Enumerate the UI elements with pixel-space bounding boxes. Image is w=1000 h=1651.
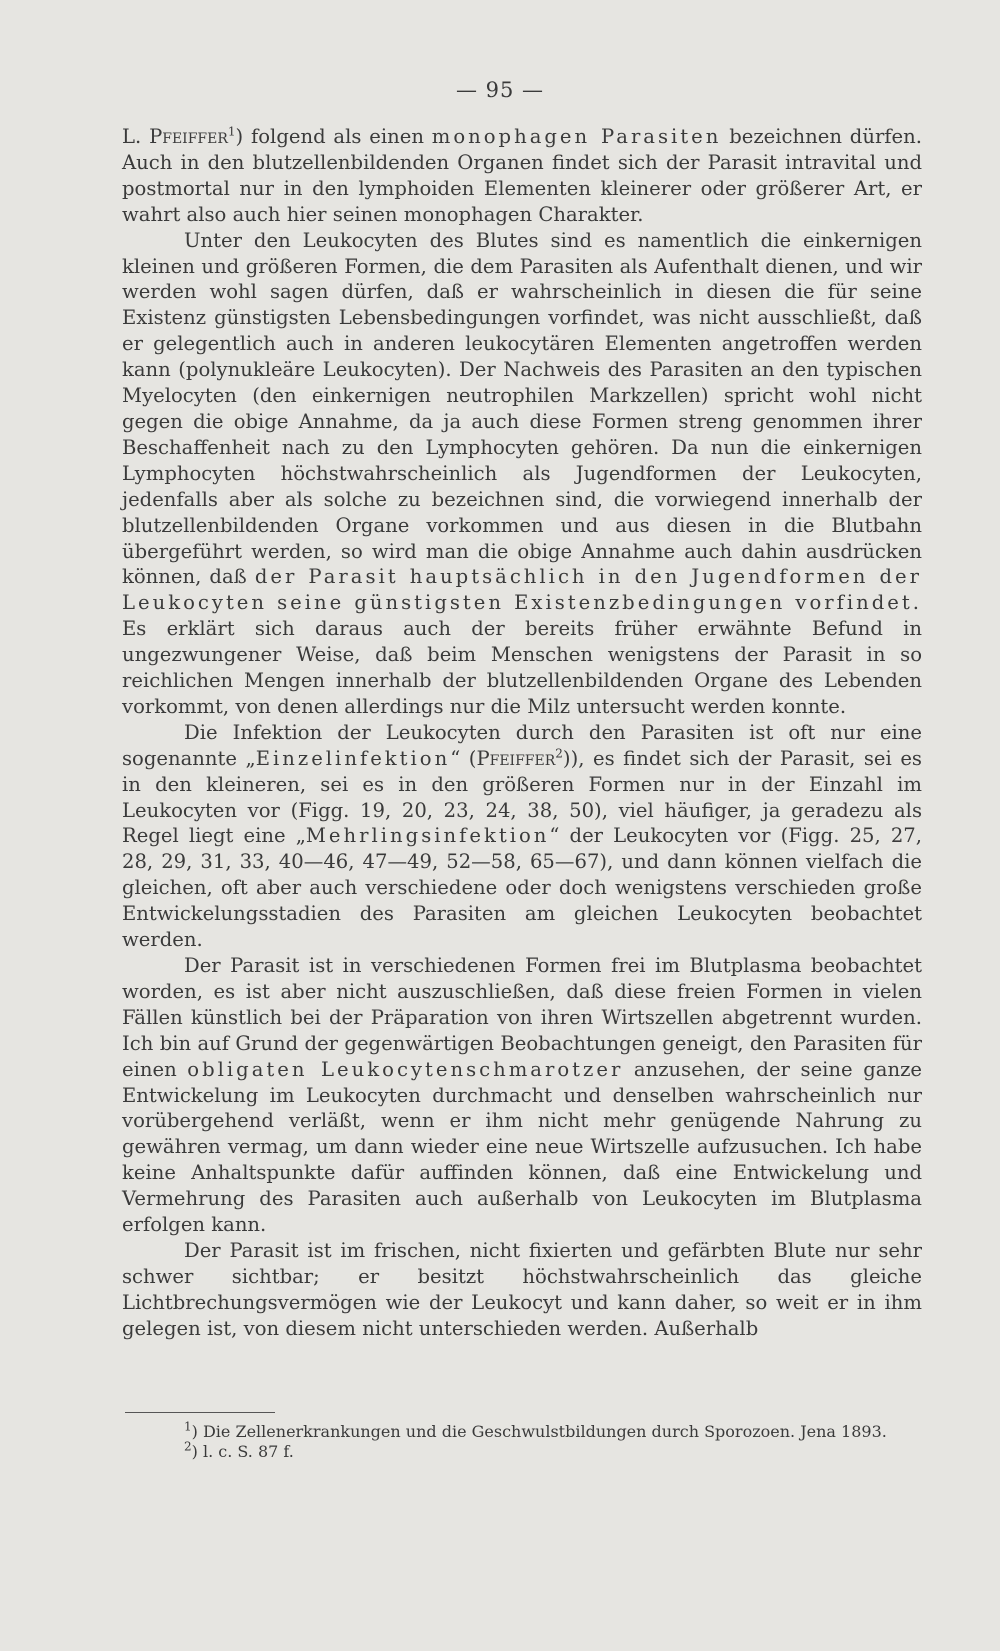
footnote-marker: 1 bbox=[227, 124, 236, 139]
emphasized-text: monophagen Parasiten bbox=[431, 125, 722, 148]
text-span: ) l. c. S. 87 f. bbox=[191, 1442, 294, 1461]
author-name: Pfeiffer bbox=[149, 125, 228, 148]
text-span: bezeichnen dürfen. Auch in den blutzellenbildenden Organen findet sich der Parasit intravital und postmortal nur in den lymphoiden Elementen kleinerer oder größerer Art, er wahrt also auch hier seinen monophagen Charakter. bbox=[122, 125, 923, 226]
paragraph bbox=[122, 1238, 922, 1342]
footnote-marker: 2 bbox=[184, 1439, 192, 1454]
text-span: ) Die Zellenerkrankungen und die Geschwulstbildungen durch Sporozoen. Jena 1893. bbox=[191, 1422, 887, 1441]
emphasized-text: Einzelinfektion bbox=[255, 746, 451, 770]
paragraph bbox=[122, 228, 922, 720]
author-name: Pfeiffer bbox=[476, 746, 556, 770]
text-span: Es erklärt sich daraus auch der bereits früher erwähnte Befund in ungezwungener Weise, daß beim Menschen wenigstens der Parasit in so reichlichen Mengen innerhalb der blutzellenbildenden Organe des Lebenden vorkommt, von denen allerdings nur die Milz untersucht werden konnte. bbox=[122, 617, 922, 718]
text-span: Der Parasit ist im frischen, nicht fixierten und gefärbten Blute nur sehr schwer sichtbar; er besitzt höchstwahrscheinlich das gleiche Lichtbrechungsvermögen wie der Leukocyt und kann daher, so weit er in ihm gelegen ist, von diesem nicht unterschieden werden. Außerhalb bbox=[122, 1238, 922, 1340]
paragraph bbox=[122, 720, 922, 953]
text-span: Die Infektion der Leukocyten durch den Parasiten ist oft nur eine sogenannte „ bbox=[122, 720, 922, 770]
text-span: “ ( bbox=[450, 746, 477, 770]
footnote bbox=[122, 1439, 922, 1462]
footnote-marker: 1 bbox=[184, 1419, 192, 1434]
paragraph bbox=[122, 953, 922, 1238]
emphasized-text: obligaten Leukocytenschmarotzer bbox=[187, 1057, 624, 1081]
footnote bbox=[122, 1419, 922, 1442]
paragraph bbox=[122, 124, 922, 228]
text-span: ) folgend als einen bbox=[235, 125, 432, 148]
footnote-marker: 2 bbox=[555, 746, 563, 761]
text-span: anzusehen, der seine ganze Entwickelung im Leukocyten durchmacht und denselben wahrscheinlich nur vorübergehend verläßt, wenn er ihm nicht mehr genügende Nahrung zu gewähren vermag, um dann wieder eine neue Wirtszelle aufzusuchen. Ich habe keine Anhaltspunkte dafür auffinden können, daß eine Entwickelung und Vermehrung des Parasiten auch außerhalb von Leukocyten im Blutplasma erfolgen kann. bbox=[122, 1057, 922, 1237]
text-span: Der Parasit ist in verschiedenen Formen frei im Blutplasma beobachtet worden, es ist aber nicht auszuschließen, daß diese freien Formen in vielen Fällen künstlich bei der Präparation von ihren Wirtszellen abgetrennt wurden. Ich bin auf Grund der gegenwärtigen Beobachtungen geneigt, den Parasiten für einen bbox=[122, 954, 922, 1081]
page-number: — 95 — bbox=[455, 78, 545, 102]
text-span: )), es findet sich der Parasit, sei es in den kleineren, sei es in den größeren Formen nur in der Einzahl im Leukocyten vor (Figg. 19, 20, 23, 24, 38, 50), viel häufiger, ja geradezu als Regel liegt eine „ bbox=[122, 746, 922, 848]
text-span: L. bbox=[122, 125, 150, 148]
body-text bbox=[122, 124, 922, 1342]
emphasized-text: Mehrlingsinfektion bbox=[305, 824, 550, 848]
emphasized-text: der Parasit hauptsächlich in den Jugendformen der Leukocyten seine günstigsten Existenzbedingungen vorfindet. bbox=[122, 565, 923, 615]
footnote-divider bbox=[125, 1412, 275, 1413]
text-span: “ der Leukocyten vor (Figg. 25, 27, 28, 29, 31, 33, 40—46, 47—49, 52—58, 65—67), und dann können vielfach die gleichen, oft aber auch verschiedene oder doch wenigstens verschieden große Entwickelungsstadien des Parasiten am gleichen Leukocyten beobachtet werden. bbox=[122, 824, 922, 952]
text-span: Unter den Leukocyten des Blutes sind es namentlich die einkernigen kleinen und größeren Formen, die dem Parasiten als Aufenthalt dienen, und wir werden wohl sagen dürfen, daß er wahrscheinlich in diesen die für seine Existenz günstigsten Lebensbedingungen vorfindet, was nicht ausschließt, daß er gelegentlich auch in anderen leukocytären Elementen angetroffen werden kann (polynukleäre Leukocyten). Der Nachweis des Parasiten an den typischen Myelocyten (den einkernigen neutrophilen Markzellen) spricht wohl nicht gegen die obige Annahme, da ja auch diese Formen streng genommen ihrer Beschaffenheit nach zu den Lymphocyten gehören. Da nun die einkernigen Lymphocyten höchstwahrscheinlich als Jugendformen der Leukocyten, jedenfalls aber als solche zu bezeichnen sind, die vorwiegend innerhalb der blutzellenbildenden Organe vorkommen und aus diesen in die Blutbahn übergeführt werden, so wird man die obige Annahme auch dahin ausdrücken können, daß bbox=[122, 228, 922, 589]
footnotes bbox=[122, 1419, 922, 1462]
